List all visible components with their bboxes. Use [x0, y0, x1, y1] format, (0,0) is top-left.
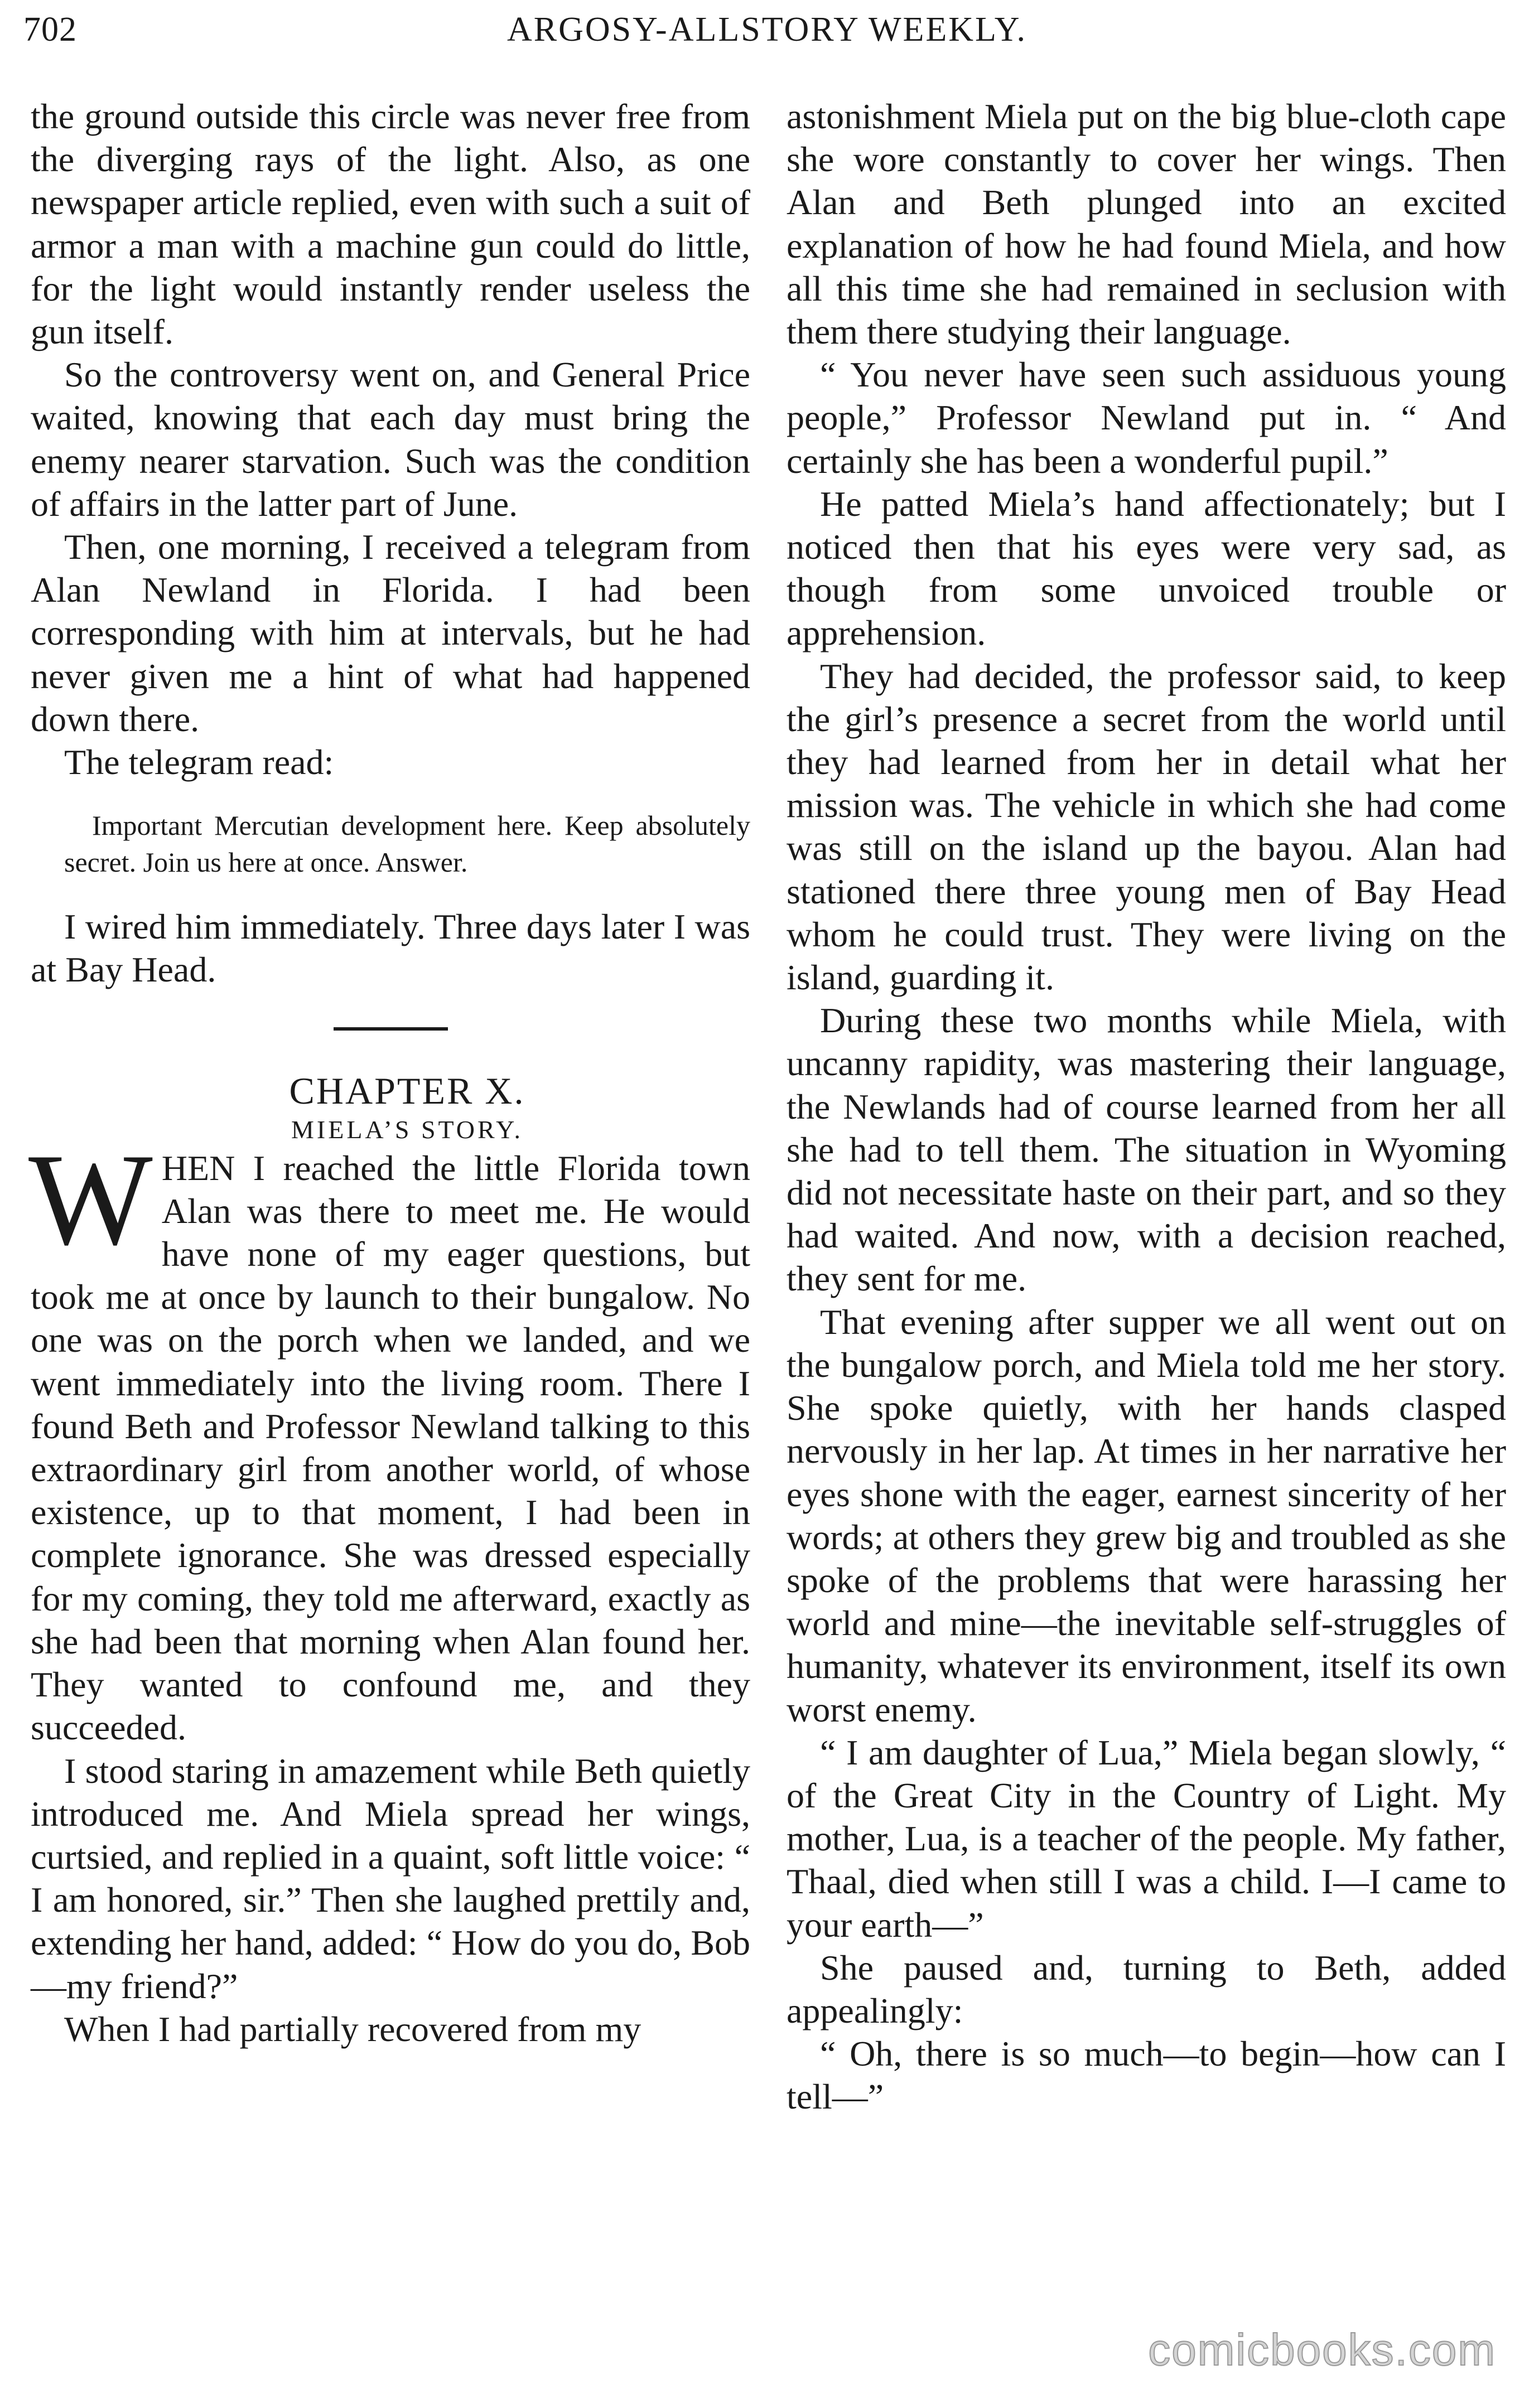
paragraph: So the controversy went on, and General Price waited, knowing that each day must bring the enemy nearer starvation. Such was the condition of affairs in the latter part of June.: [31, 355, 750, 524]
paragraph: When I had partially recovered from my: [64, 2009, 641, 2049]
paragraph: the ground outside this circle was never free from the diverging rays of the light. Also, as one newspaper article replied, even with such a suit of armor a man with a machine gun could do little, for the light would instantly render useless the gun itself.: [31, 96, 750, 352]
watermark: comicbooks.com: [1148, 2325, 1496, 2375]
left-column: [28, 95, 750, 2051]
paragraph: That evening after supper we all went out on the bungalow porch, and Miela told me her story. She spoke quietly, with her hands clasped nervously in her lap. At times in her narrative her eyes shone with the eager, earnest sincerity of her words; at others they grew big and troubled as she spoke of the problems that were harassing her world and mine—the inevitable self-struggles of humanity, whatever its environment, itself its own worst enemy.: [787, 1302, 1506, 1729]
paragraph: “ Oh, there is so much—to begin—how can I tell—”: [787, 2034, 1506, 2117]
paragraph: During these two months while Miela, with uncanny rapidity, was mastering their language, the Newlands had of course learned from her all she had to tell them. The situation in Wyoming did not necessitate haste on their part, and so they had waited. And now, with a decision reached, they sent for me.: [787, 1000, 1506, 1299]
page-header: [0, 0, 1534, 67]
paragraph: They had decided, the professor said, to keep the girl’s presence a secret from the world until they had learned from her in detail what her mission was. The vehicle in which she had come was still on the island up the bayou. Alan had stationed there three young men of Bay Head whom he could trust. They were living on the island, guarding it.: [787, 656, 1506, 998]
paragraph: “ You never have seen such assiduous young people,” Professor Newland put in. “ And certainly she has been a wonderful pupil.”: [787, 355, 1506, 481]
page-number: 702: [23, 11, 77, 49]
chapter-subtitle: MIELA’S STORY.: [291, 1115, 523, 1144]
paragraph: astonishment Miela put on the big blue-cloth cape she wore constantly to cover her wings. Then Alan and Beth plunged into an excited explanation of how he had found Miela, and how all this time she had remained in seclusion with them there studying their language.: [787, 96, 1506, 352]
paragraph: She paused and, turning to Beth, added appealingly:: [787, 1947, 1506, 2030]
drop-cap: W: [28, 1126, 153, 1273]
chapter-title: CHAPTER X.: [289, 1069, 525, 1112]
right-column: [787, 95, 1506, 2119]
running-title: ARGOSY-ALLSTORY WEEKLY.: [506, 11, 1027, 49]
paragraph: I wired him immediately. Three days later I was at Bay Head.: [31, 907, 750, 990]
telegram-quote: Important Mercutian development here. Keep absolutely secret. Join us here at once. Answer.: [64, 810, 750, 878]
opening-text: HEN I reached the little Florida town Alan was there to meet me. He would have none of my eager questions, but took me at once by launch to their bungalow. No one was on the porch when we landed, and we went immediately into the living room. There I found Beth and Professor Newland talking to this extraordinary girl from another world, of whose existence, up to that moment, I had been in complete ignorance. She was dressed especially for my coming, they told me afterward, exactly as she had been that morning when Alan found her. They wanted to confound me, and they succeeded.: [31, 1148, 750, 1748]
paragraph: I stood staring in amazement while Beth quietly introduced me. And Miela spread her wings, curtsied, and replied in a quaint, soft little voice: “ I am honored, sir.” Then she laughed prettily and, extending her hand, added: “ How do you do, Bob—my friend?”: [31, 1751, 750, 2006]
paragraph: He patted Miela’s hand affectionately; but I noticed then that his eyes were very sad, as though from some unvoiced trouble or apprehension.: [787, 483, 1506, 653]
paragraph: The telegram read:: [64, 742, 334, 782]
paragraph: Then, one morning, I received a telegram from Alan Newland in Florida. I had been corresponding with him at intervals, but he had never given me a hint of what had happened down there.: [31, 527, 750, 739]
paragraph: “ I am daughter of Lua,” Miela began slowly, “ of the Great City in the Country of Light. My mother, Lua, is a teacher of the people. My father, Thaal, died when still I was a child. I—I came to your earth—”: [787, 1732, 1506, 1945]
section-divider: [334, 1027, 448, 1031]
